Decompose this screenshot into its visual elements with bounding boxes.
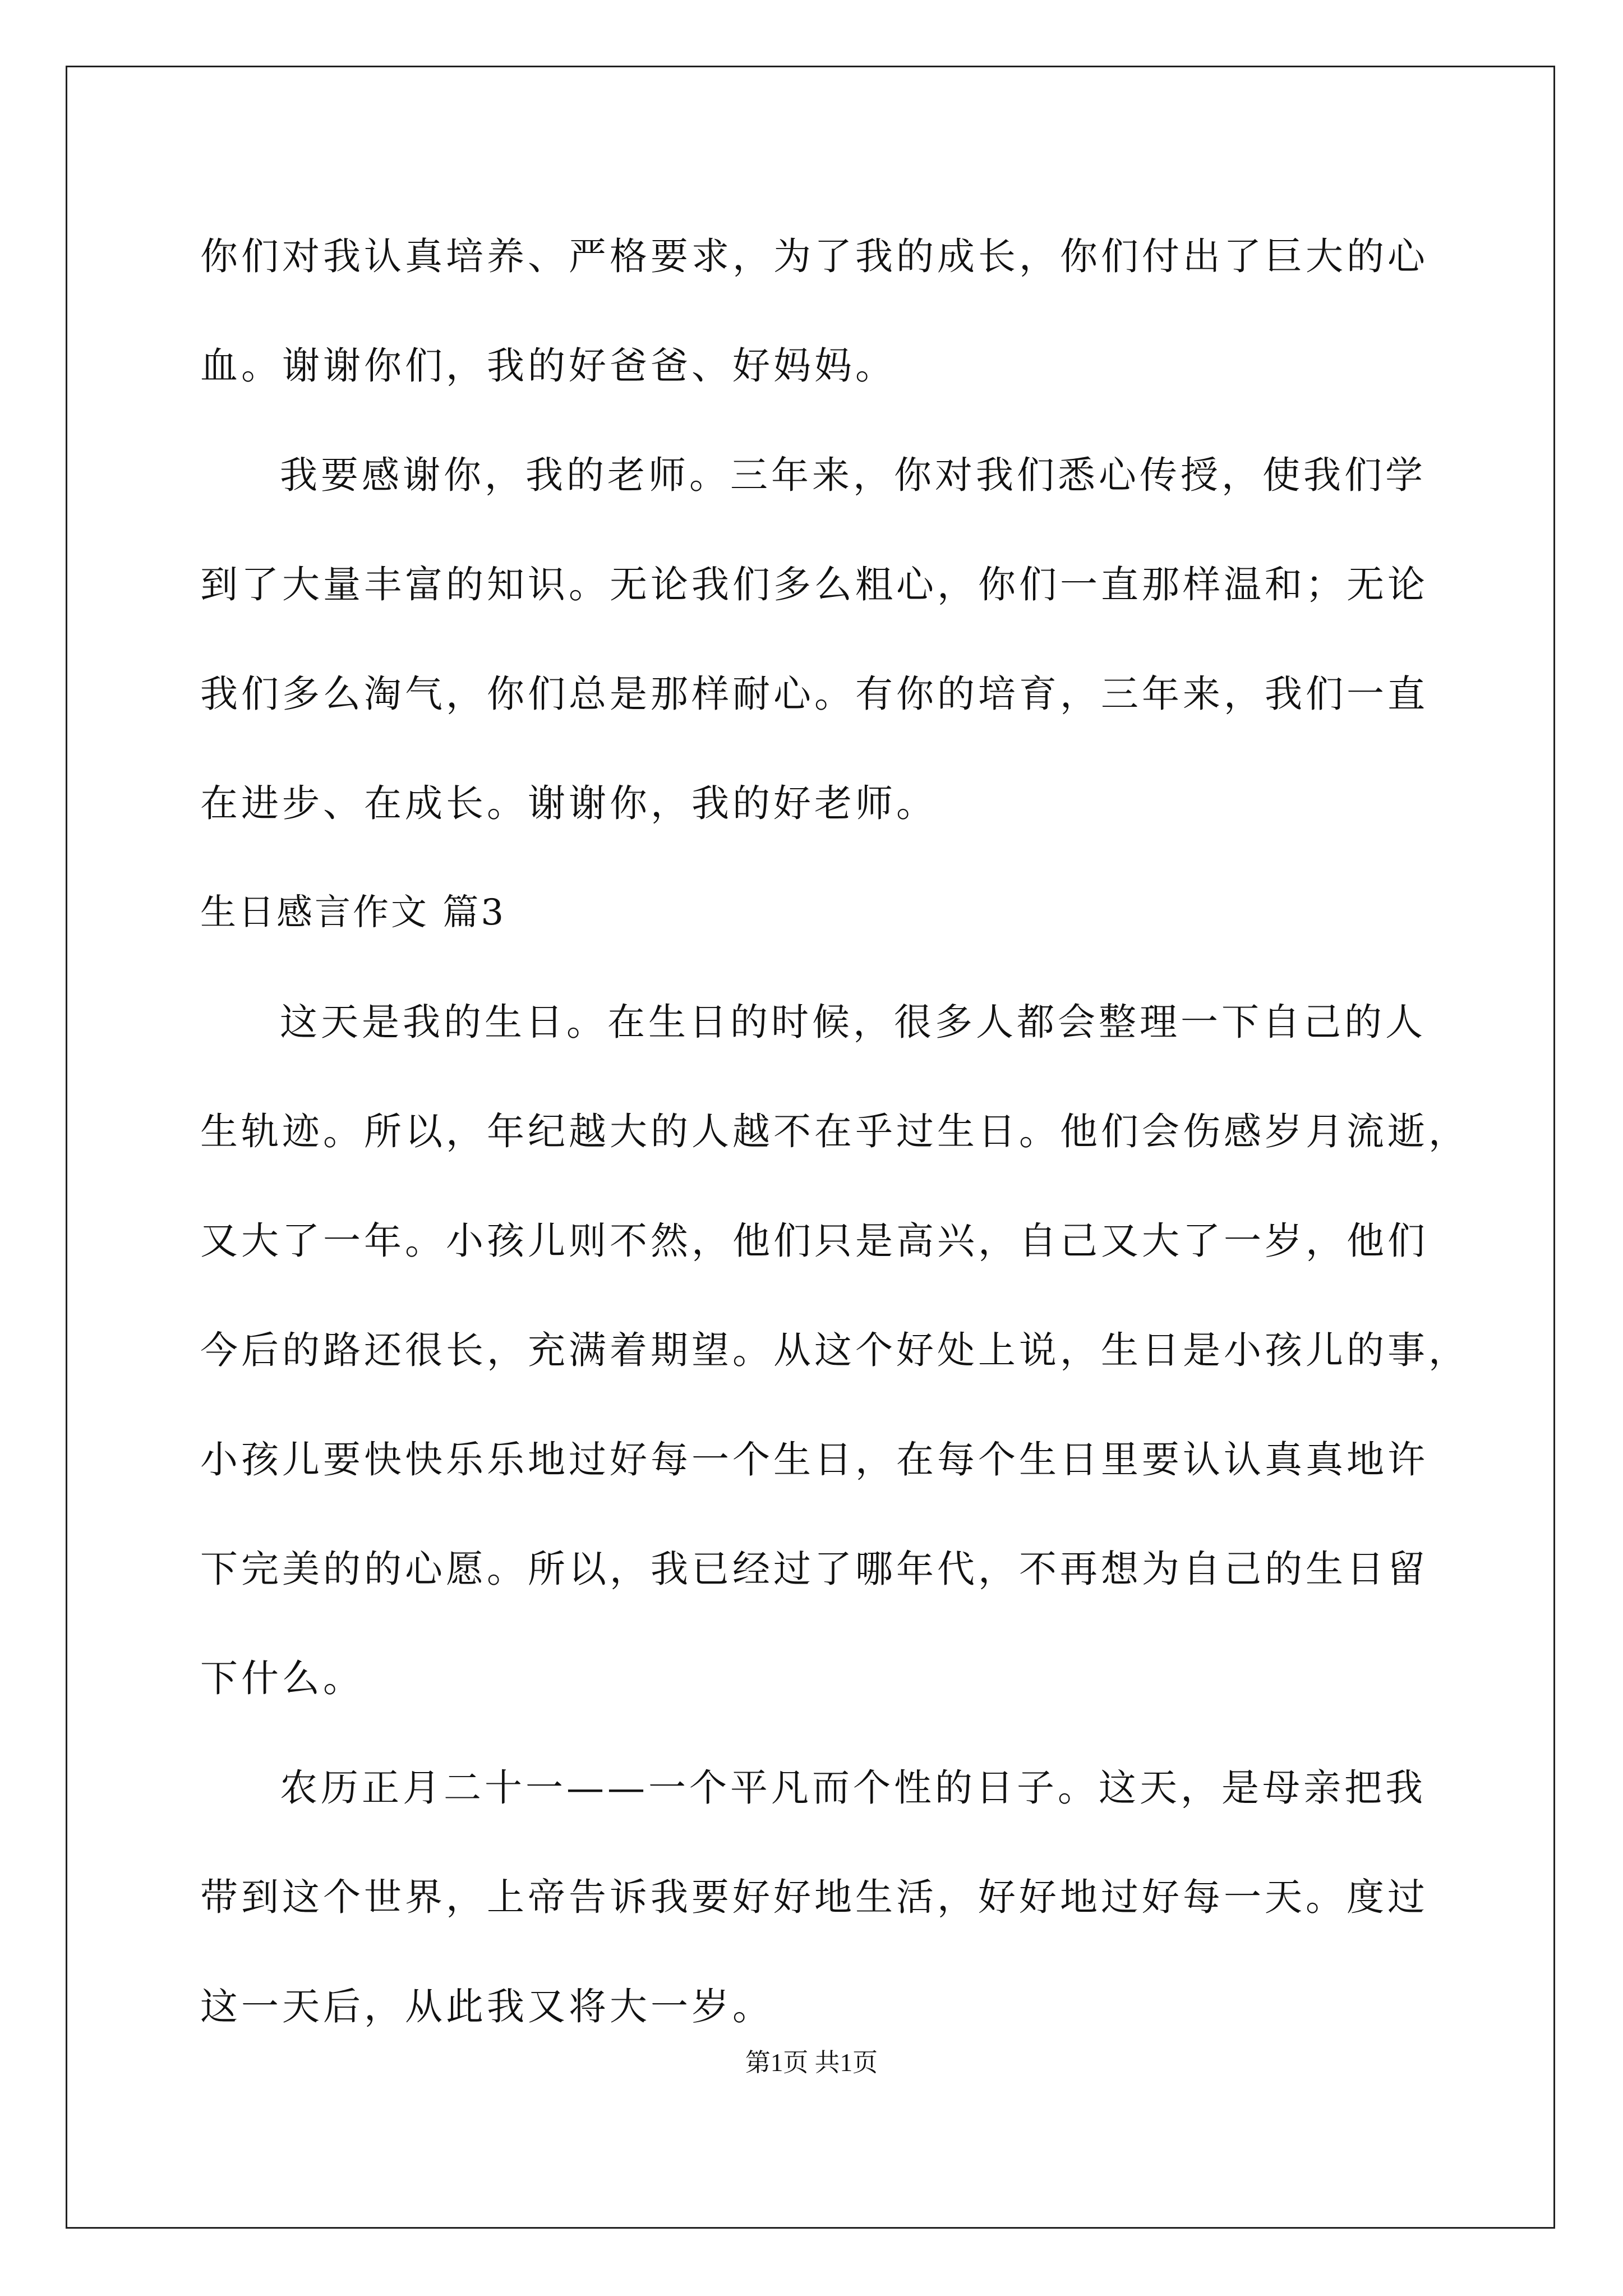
paragraph-line: 农历正月二十一——一个平凡而个性的日子。这天，是母亲把我: [280, 1766, 1426, 1810]
page-footer: 第1页 共1页: [745, 2049, 878, 2077]
document-body: [200, 202, 1469, 2062]
paragraph-line: 在进步、在成长。谢谢你，我的好老师。: [200, 781, 937, 825]
paragraph-line: 我们多么淘气，你们总是那样耐心。有你的培育，三年来，我们一直: [200, 672, 1428, 716]
paragraph-line: 生轨迹。所以，年纪越大的人越不在乎过生日。他们会伤感岁月流逝，: [200, 1110, 1469, 1153]
paragraph-line: 带到这个世界，上帝告诉我要好好地生活，好好地过好每一天。度过: [200, 1875, 1428, 1919]
paragraph-line: 又大了一年。小孩儿则不然，他们只是高兴，自己又大了一岁，他们: [200, 1219, 1428, 1263]
paragraph-line: 今后的路还很长，充满着期望。从这个好处上说，生日是小孩儿的事，: [200, 1328, 1469, 1372]
paragraph-line: 下什么。: [200, 1657, 364, 1700]
paragraph-line: 我要感谢你，我的老师。三年来，你对我们悉心传授，使我们学: [280, 453, 1426, 497]
paragraph-line: 小孩儿要快快乐乐地过好每一个生日，在每个生日里要认认真真地许: [200, 1438, 1428, 1481]
paragraph-line: 下完美的的心愿。所以，我已经过了哪年代，不再想为自己的生日留: [200, 1547, 1428, 1591]
section-heading: 生日感言作文 篇3: [200, 892, 506, 933]
paragraph-line: 血。谢谢你们，我的好爸爸、好妈妈。: [200, 344, 896, 388]
paragraph-line: 这天是我的生日。在生日的时候，很多人都会整理一下自己的人: [280, 1000, 1426, 1044]
paragraph-line: 这一天后，从此我又将大一岁。: [200, 1985, 773, 2028]
paragraph-line: 到了大量丰富的知识。无论我们多么粗心，你们一直那样温和；无论: [200, 563, 1428, 606]
paragraph-line: 你们对我认真培养、严格要求，为了我的成长，你们付出了巨大的心: [200, 234, 1428, 278]
